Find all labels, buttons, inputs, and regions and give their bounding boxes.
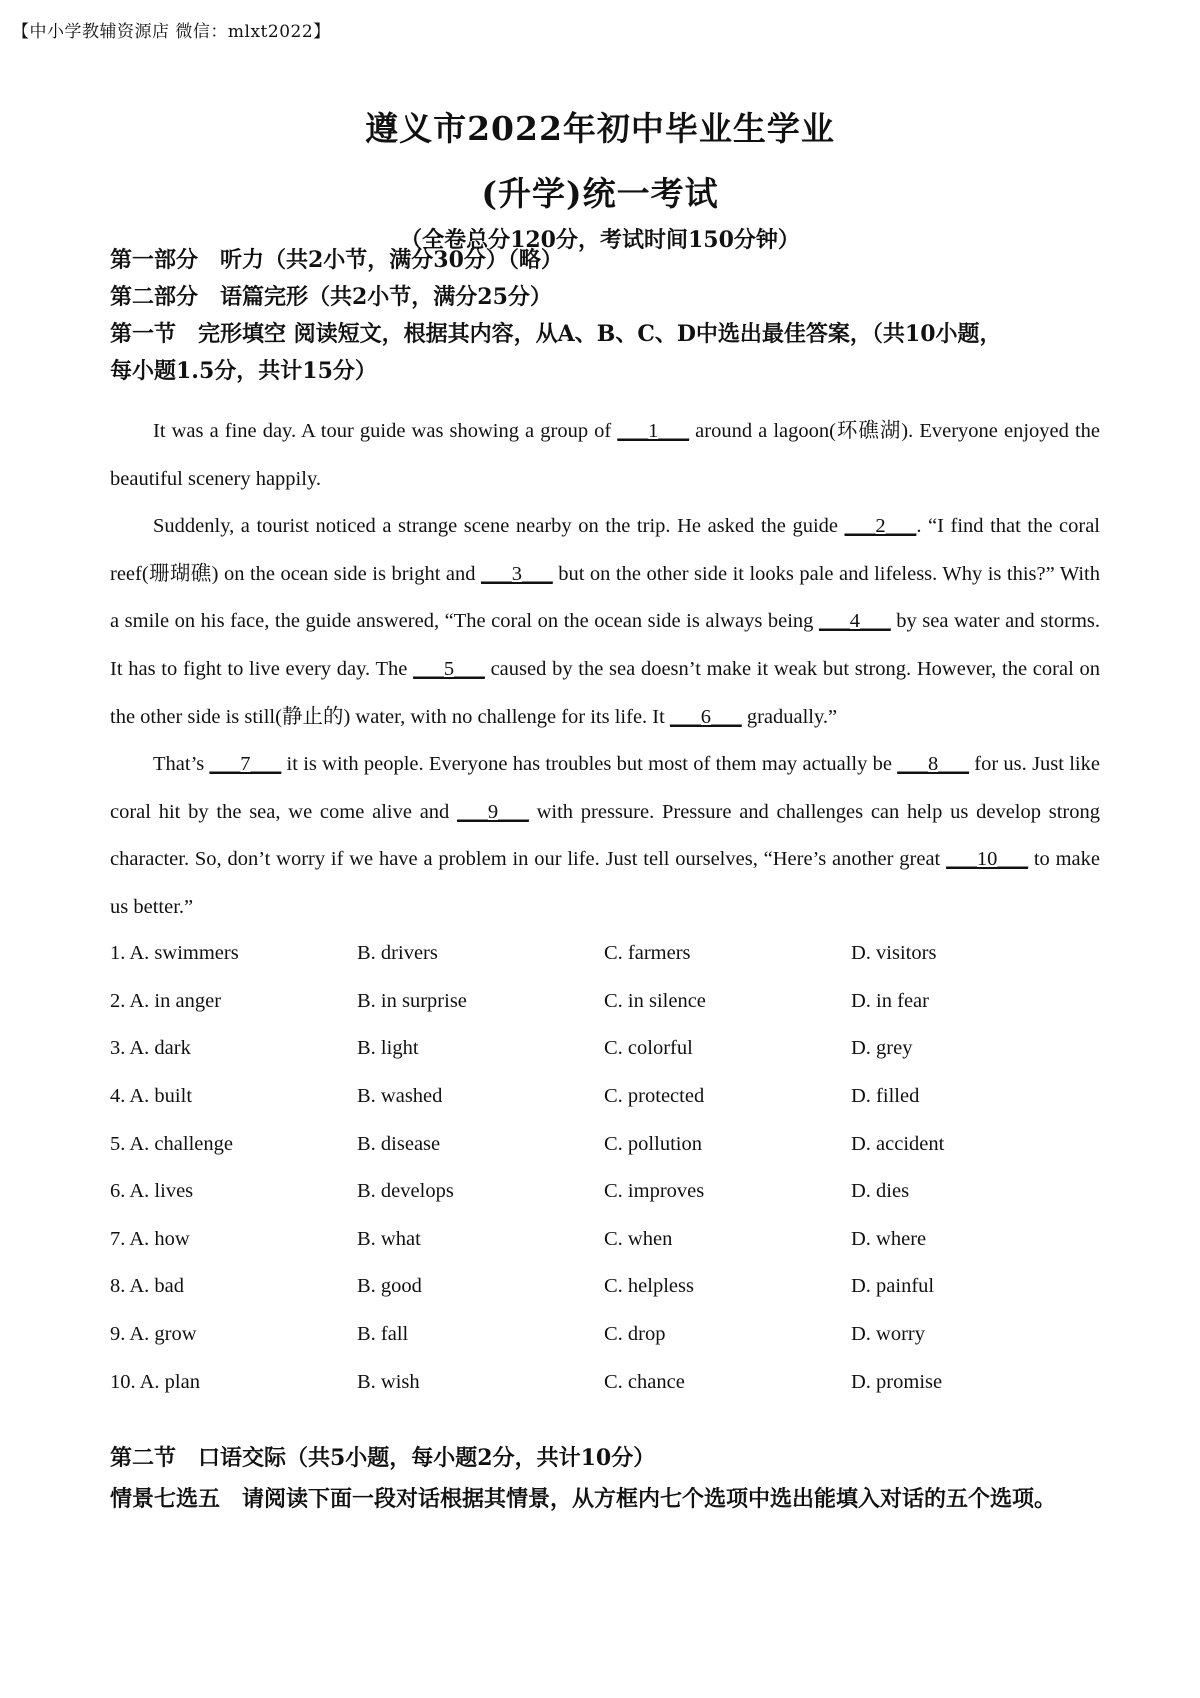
option-c: C. protected [604, 1085, 705, 1108]
option-c: C. colorful [604, 1037, 693, 1060]
part1-heading: 第一部分 听力（共2小节，满分30分）（略） [110, 247, 563, 273]
option-d: D. where [851, 1227, 927, 1250]
option-b: B. disease [357, 1132, 441, 1155]
option-d: D. accident [851, 1132, 945, 1155]
option-a: 7. A. how [110, 1227, 190, 1250]
option-c: C. drop [604, 1323, 666, 1346]
option-c: C. farmers [604, 942, 691, 965]
option-b: B. develops [357, 1180, 454, 1203]
exam-subtitle: （全卷总分120分，考试时间150分钟） [400, 227, 800, 253]
option-a: 5. A. challenge [110, 1132, 233, 1155]
cloze-passage [110, 408, 1100, 932]
option-a: 6. A. lives [110, 1180, 194, 1203]
option-a: 10. A. plan [110, 1370, 200, 1393]
part2-heading: 第二部分 语篇完形（共2小节，满分25分） [110, 284, 552, 310]
option-a: 2. A. in anger [110, 989, 222, 1012]
option-c: C. pollution [604, 1132, 702, 1155]
option-d: D. promise [851, 1370, 943, 1393]
option-c: C. chance [604, 1370, 685, 1393]
section2-heading: 第二节 口语交际（共5小题，每小题2分，共计10分） [110, 1445, 656, 1471]
blank-4: ___4___ [818, 610, 891, 633]
option-b: B. what [357, 1227, 421, 1250]
option-d: D. filled [851, 1085, 920, 1108]
option-row-8 [110, 1263, 1110, 1311]
blank-8: ___8___ [897, 753, 969, 776]
option-a: 4. A. built [110, 1085, 193, 1108]
passage-paragraph-2: Suddenly, a tourist noticed a strange scene nearby on the trip. He asked the guide ___2___. “I find that the coral reef(珊瑚礁) on the ocean side is bright and ___3___ but on the other side it looks pale and lifeless. Why is this?” With a smile on his face, the guide answered, “The coral on the ocean side is always being ___4___ by sea water and storms. It has to fight to live every day. The ___5___ caused by the sea doesn’t make it weak but strong. However, the coral on the other side is still(静止的) water, with no challenge for its life. It ___6___ gradually.” [110, 515, 1101, 728]
option-a: 3. A. dark [110, 1037, 191, 1060]
header-note: 【中小学教辅资源店 微信：mlxt2022】 [12, 22, 331, 42]
option-d: D. in fear [851, 989, 929, 1012]
option-row-9 [110, 1311, 1110, 1359]
option-b: B. light [357, 1037, 419, 1060]
option-a: 1. A. swimmers [110, 942, 239, 965]
option-d: D. painful [851, 1275, 935, 1298]
section1-heading-line2: 每小题1.5分，共计15分） [110, 358, 377, 384]
passage-paragraph-1: It was a fine day. A tour guide was showing a group of ___1___ around a lagoon(环礁湖). Everyone enjoyed the beautiful scenery happily. [110, 420, 1100, 490]
option-c: C. when [604, 1227, 673, 1250]
blank-1: ___1___ [617, 420, 690, 442]
option-row-7 [110, 1216, 1110, 1264]
option-a: 9. A. grow [110, 1323, 197, 1346]
option-row-4 [110, 1073, 1110, 1121]
option-b: B. fall [357, 1323, 409, 1346]
option-d: D. dies [851, 1180, 910, 1203]
blank-6: ___6___ [669, 705, 742, 728]
option-a: 8. A. bad [110, 1275, 185, 1298]
blank-2: ___2___ [844, 515, 917, 538]
blank-7: ___7___ [209, 753, 282, 776]
exam-title-line1: 遵义市2022年初中毕业生学业 [365, 109, 835, 148]
section2-instruction: 情景七选五 请阅读下面一段对话根据其情景，从方框内七个选项中选出能填入对话的五个选项。 [110, 1486, 1057, 1512]
option-row-10 [110, 1358, 1110, 1406]
passage-paragraph-3: That’s ___7___ it is with people. Everyone has troubles but most of them may actually be ___8___ for us. Just like coral hit by the sea, we come alive and ___9___ with pressure. Pressure and challenges can help us develop strong character. So, don’t worry if we have a problem in our life. Just tell ourselves, “Here’s another great ___10___ to make us better.” [110, 753, 1101, 918]
option-row-3 [110, 1025, 1110, 1073]
blank-10: ___10___ [946, 848, 1029, 871]
blank-3: ___3___ [481, 562, 553, 585]
section1-heading [110, 316, 1110, 390]
option-row-6 [110, 1168, 1110, 1216]
option-c: C. helpless [604, 1275, 694, 1298]
option-row-2 [110, 978, 1110, 1026]
option-b: B. in surprise [357, 989, 467, 1012]
exam-title-line2: (升学)统一考试 [481, 174, 719, 213]
blank-5: ___5___ [413, 657, 485, 680]
answer-options [110, 930, 1110, 1406]
option-c: C. in silence [604, 989, 706, 1012]
option-row-1 [110, 930, 1110, 978]
option-b: B. washed [357, 1085, 443, 1108]
option-b: B. good [357, 1275, 422, 1298]
option-d: D. worry [851, 1323, 926, 1346]
section1-heading-line1: 第一节 完形填空 阅读短文，根据其内容，从A、B、C、D中选出最佳答案，（共10小题， [110, 321, 1002, 347]
blank-9: ___9___ [457, 800, 529, 823]
option-b: B. drivers [357, 942, 438, 965]
option-b: B. wish [357, 1370, 420, 1393]
option-d: D. grey [851, 1037, 913, 1060]
option-row-5 [110, 1120, 1110, 1168]
option-d: D. visitors [851, 942, 937, 965]
option-c: C. improves [604, 1180, 705, 1203]
